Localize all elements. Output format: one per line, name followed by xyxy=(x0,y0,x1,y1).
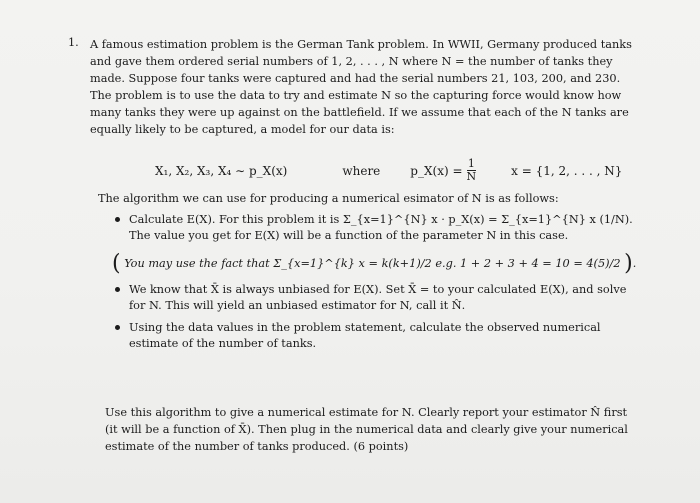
bullet-dot xyxy=(115,325,120,330)
bullet-dot xyxy=(115,287,120,292)
step-set-mean xyxy=(112,282,642,314)
step-3-text: Using the data values in the problem statement, calculate the observed numerical estimate of the number of tanks. xyxy=(129,321,601,350)
step-expected-value xyxy=(112,212,642,244)
algorithm-steps xyxy=(112,212,642,352)
step-2-text: We know that X̄ is always unbiased for E(X). Set X̄ = to your calculated E(X), and solve for N. This will yield an unbiased estimator for N, call it N̂. xyxy=(129,283,627,312)
step-1-text: Calculate E(X). For this problem it is Σ_{x=1}^{N} x · p_X(x) = Σ_{x=1}^{N} x (1/N). The value you get for E(X) will be a function of the parameter N in this case. xyxy=(129,213,633,242)
question-number: 1. xyxy=(68,36,79,49)
hint-text: You may use the fact that Σ_{x=1}^{k} x = k(k+1)/2 e.g. 1 + 2 + 3 + 4 = 10 = 4(5)/2 xyxy=(124,257,621,270)
bullet-dot xyxy=(115,217,120,222)
pmf-lhs: p_X(x) = xyxy=(410,163,463,178)
pmf-fraction xyxy=(467,158,477,183)
step-compute-estimate xyxy=(112,320,642,352)
closing-instructions: Use this algorithm to give a numerical estimate for N. Clearly report your estimator N̂ first (it will be a function of X̄). Then plug in the numerical data and clearly give your numerical estimate of the number of tanks produced. (6 points) xyxy=(105,406,628,453)
model-formula xyxy=(155,158,622,183)
where-word: where xyxy=(342,163,381,178)
model-distribution: X₁, X₂, X₃, X₄ ∼ p_X(x) xyxy=(155,163,288,178)
problem-intro: A famous estimation problem is the German Tank problem. In WWII, Germany produced tanks and gave them ordered serial numbers of 1, 2, . . . , N where N = the number of tanks they made. Suppose four tanks were captured and had the serial numbers 21, 103, 200, and 230. The problem is to use the data to try and estimate N so the capturing force would know how many tanks they were up against on the battlefield. If we assume that each of the N tanks are equally likely to be captured, a model for our data is: xyxy=(90,38,632,136)
pmf-denominator: N xyxy=(466,170,477,183)
algorithm-intro: The algorithm we can use for producing a numerical esimator of N is as follows: xyxy=(98,192,559,205)
support-set: x = {1, 2, . . . , N} xyxy=(511,163,623,178)
sum-hint: ( You may use the fact that Σ_{x=1}^{k} x = k(k+1)/2 e.g. 1 + 2 + 3 + 4 = 10 = 4(5)/2 ). xyxy=(112,251,637,276)
pmf-numerator: 1 xyxy=(467,157,475,170)
